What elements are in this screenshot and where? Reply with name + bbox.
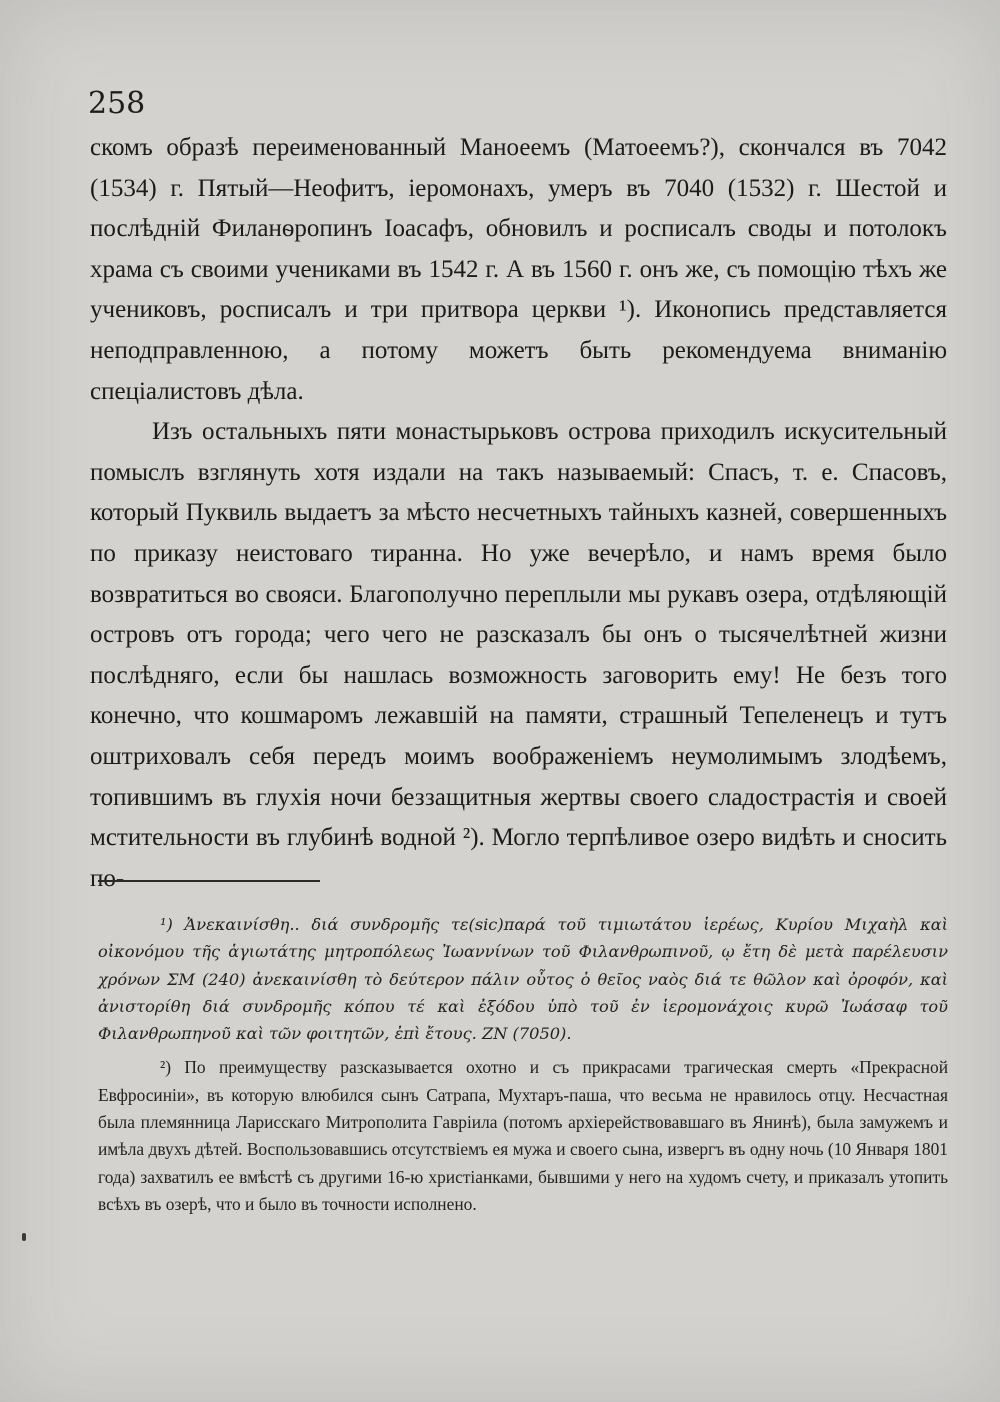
paragraph-1: скомъ образѣ переименованный Маноеемъ (Матоеемъ?), скончался въ 7042 (1534) г. Пятый—Неофитъ, іеромонахъ, умеръ въ 7040 (1532) г. Шестой и послѣдній Филанѳропинъ Іоасафъ, обновилъ и росписалъ своды и потолокъ храма съ своими учениками въ 1542 г. А въ 1560 г. онъ же, съ помощію тѣхъ же учениковъ, росписалъ и три притвора церкви ¹). Иконопись представляется неподправленною, а потому можетъ быть рекомендуема вниманію спеціалистовъ дѣла. [90,134,947,405]
paragraph-2: Изъ остальныхъ пяти монастырьковъ острова приходилъ искусительный помыслъ взглянуть хотя издали на такъ называемый: Спасъ, т. е. Спасовъ, который Пуквиль выдаетъ за мѣсто несчетныхъ тайныхъ казней, совершенныхъ по приказу неистоваго тиранна. Но уже вечерѣло, и намъ время было возвратиться во свояси. Благополучно переплыли мы рукавъ озера, отдѣляющій островъ отъ города; чего чего не разсказалъ бы онъ о тысячелѣтней жизни послѣдняго, если бы нашлась возможность заговорить ему! Не безъ того конечно, что кошмаромъ лежавшій на памяти, страшный Тепеленецъ и тутъ оштриховалъ себя передъ моимъ воображеніемъ неумолимымъ злодѣемъ, топившимъ въ глухія ночи беззащитныя жертвы своего сладострастія и своей мстительности въ глубинѣ водной ²). Могло терпѣливое озеро видѣть и сносить по- [90,418,947,892]
footnote-1: ¹) Ἀνεκαινίσθη.. διά συνδρομῆς τε(sic)παρά τοῦ τιμιωτάτου ἱερέως, Κυρίου Μιχαὴλ καὶ οἰκονόμου τῆς ἁγιωτάτης μητροπόλεως Ἰωαννίνων τοῦ Φιλανθρωπινοῦ, ῳ ἔτη δὲ μετὰ παρέλευσιν χρόνων ΣΜ (240) ἀνεκαινίσθη τὸ δεύτερον πάλιν οὗτος ὁ θεῖος ναὸς διά τε θῶλον καὶ ὀροφόν, καὶ ἀνιστορίθη διά συνδρομῆς κόπου τέ καὶ ἐξόδου ὑπὸ τοῦ ἐν ἱερομονάχοις κυρῶ Ἰωάσαφ τοῦ Φιλανθρωπηνοῦ καὶ τῶν φοιτητῶν, ἐπὶ ἔτους. ΖΝ (7050). [98,915,948,1044]
page-number: 258 [88,86,146,121]
footnote-2: ²) По преимуществу разсказывается охотно и съ прикрасами трагическая смерть «Прекрасной Евфросиніи», въ которую влюбился сынъ Сатрапа, Мухтаръ-паша, что весьма не нравилось отцу. Несчастная была племянница Ларисскаго Митрополита Гавріила (потомъ архіерействовавшаго въ Янинѣ), была замужемъ и имѣла двухъ дѣтей. Воспользовавшись отсутствіемъ ея мужа и своего сына, извергъ въ одну ночь (10 Января 1801 года) захватилъ ее вмѣстѣ съ другими 16-ю христіанками, бывшими у него на худомъ счету, и приказалъ утопить всѣхъ въ озерѣ, что и было въ точности исполнено. [98,1057,948,1214]
main-text-body [90,128,947,899]
footnote-gap [98,1047,948,1054]
scan-speck [22,1233,26,1241]
footnotes-section [98,911,948,1218]
footnote-separator-rule [98,880,320,882]
